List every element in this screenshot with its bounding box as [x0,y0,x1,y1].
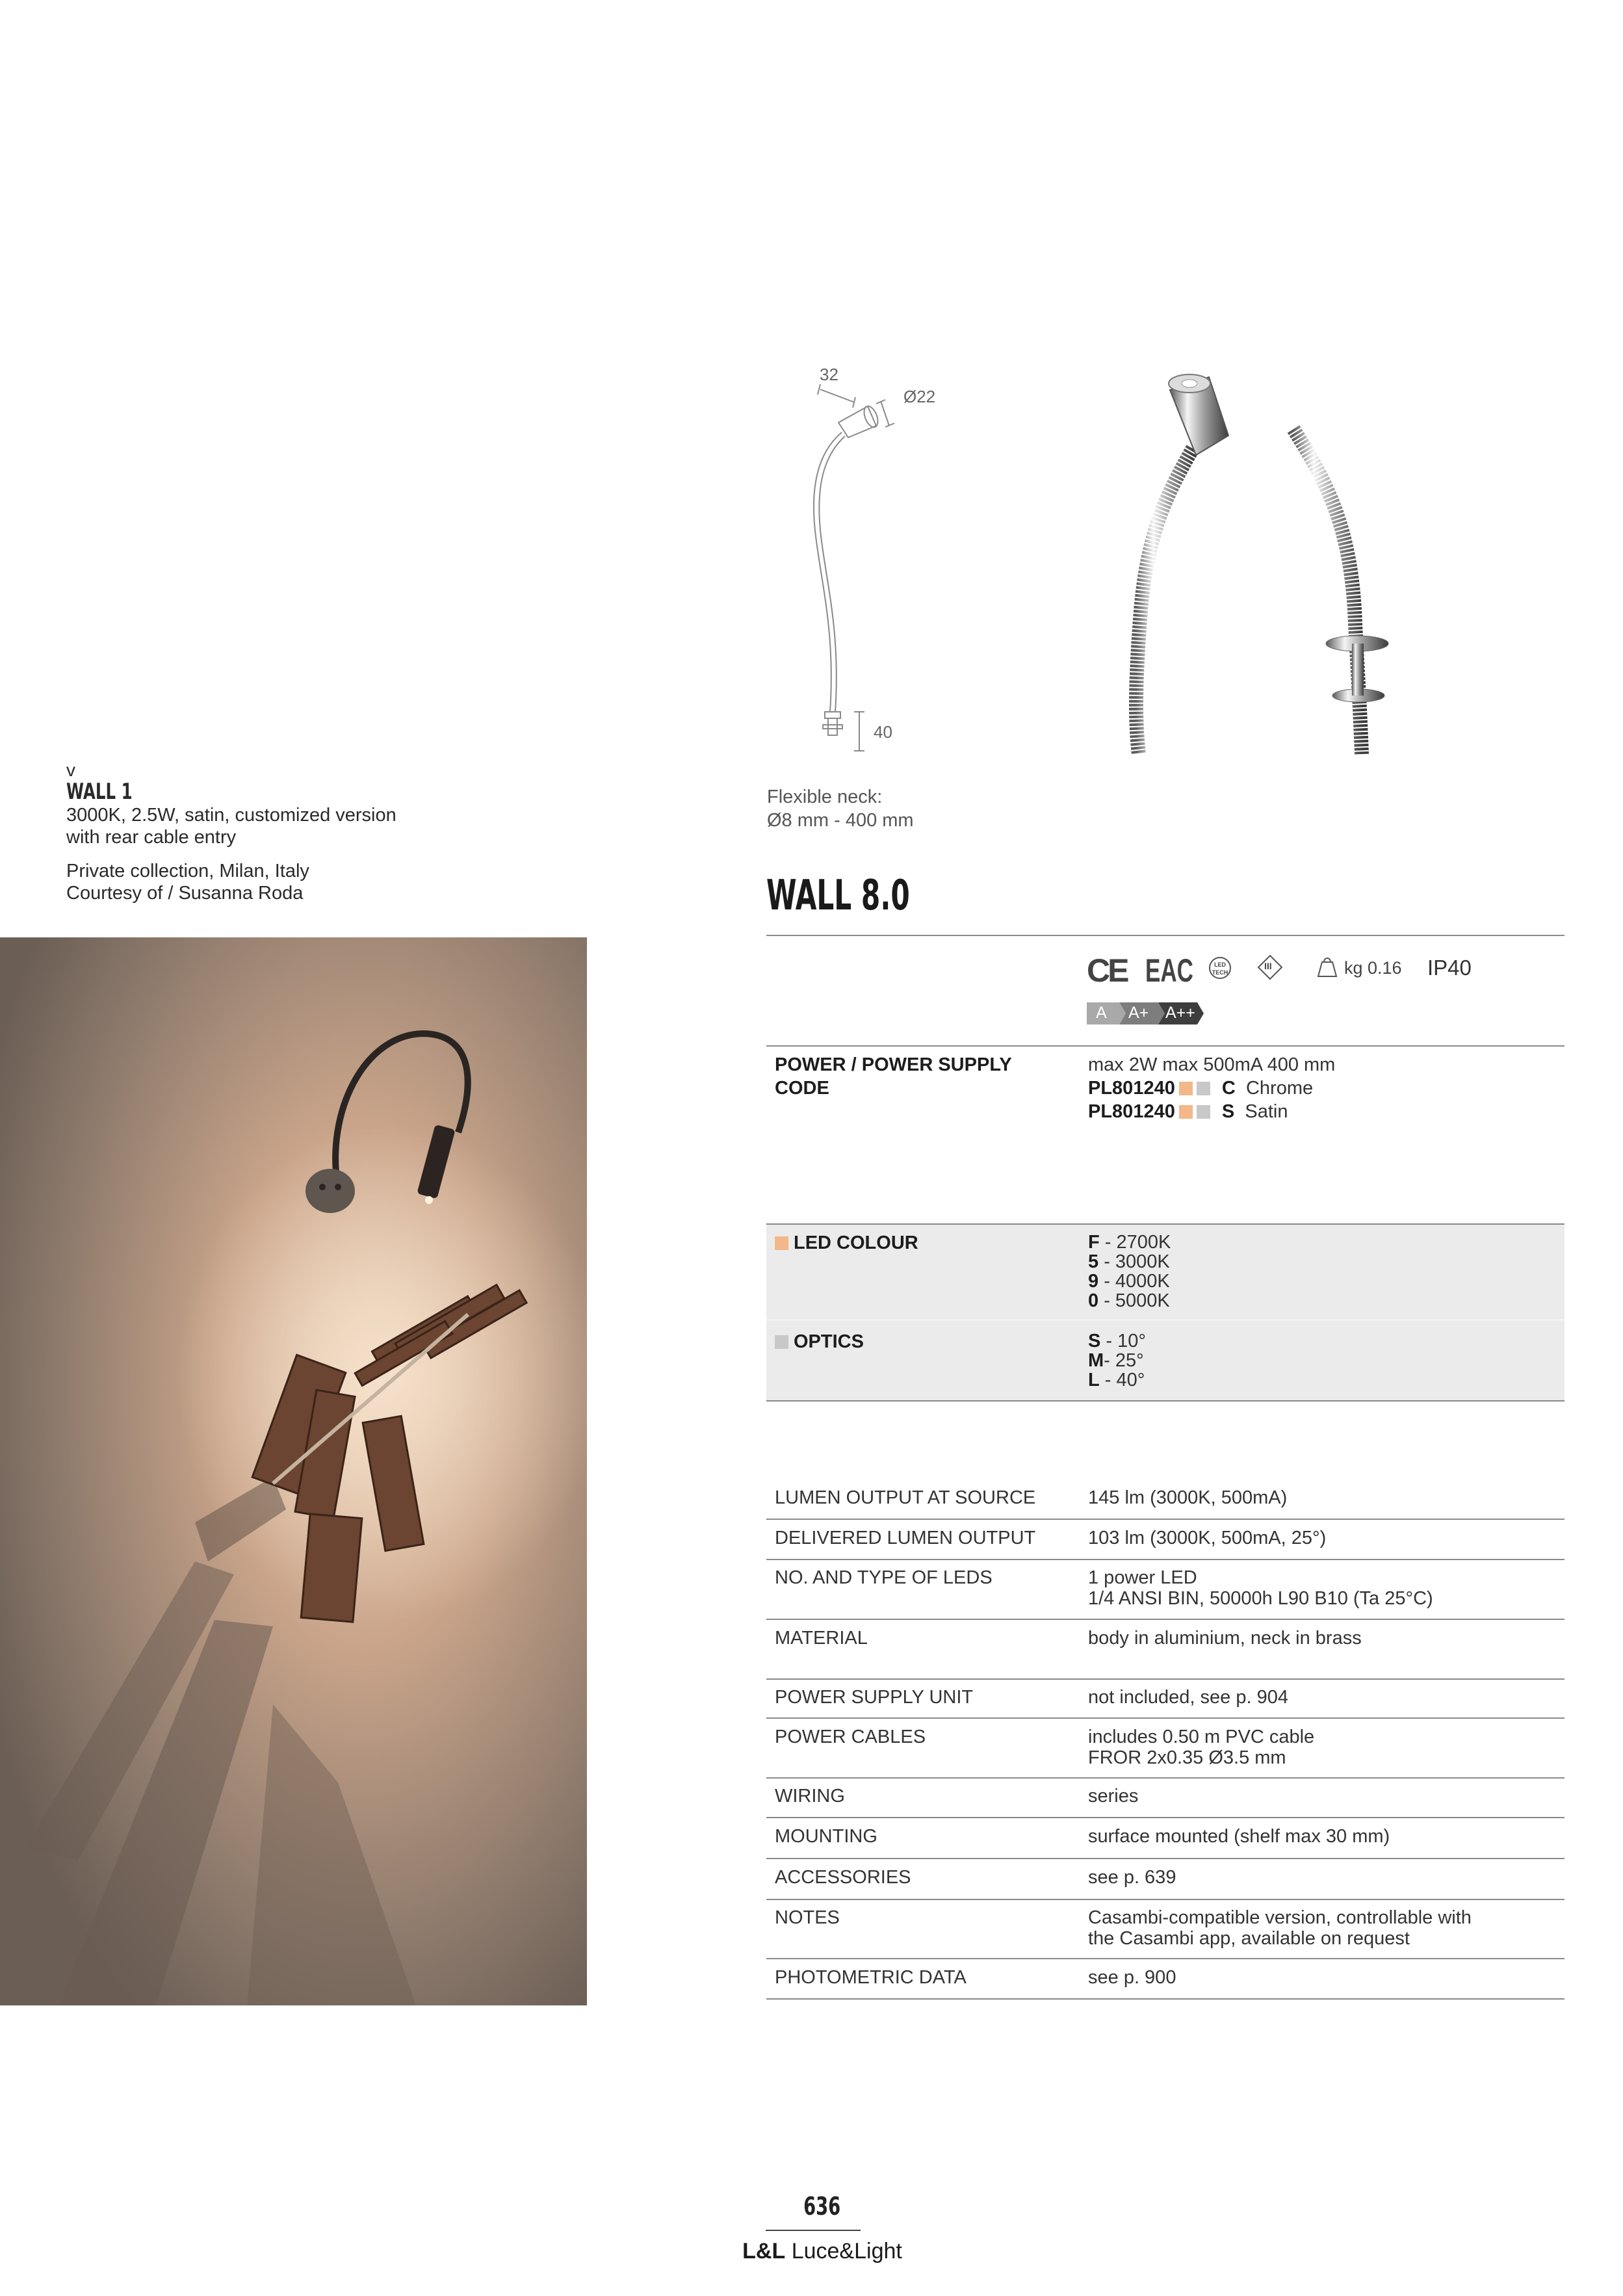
power-values [1088,1053,1335,1123]
optics-options [1088,1331,1146,1390]
energy-class-a-plus-plus: A++ [1165,1004,1195,1022]
led-colour-swatch [1179,1105,1193,1119]
spec-label: LUMEN OUTPUT AT SOURCE [775,1487,1036,1508]
optics-option: S - 10° [1088,1331,1146,1351]
spec-value: see p. 639 [1088,1867,1176,1888]
divider [766,1998,1565,2000]
spec-value: includes 0.50 m PVC cable FROR 2x0.35 Ø3.5 mm [1088,1727,1315,1768]
divider [766,935,1565,936]
dimension-head-diameter: Ø22 [903,387,936,406]
led-colour-option: 9 - 4000K [1088,1271,1170,1292]
spec-label: WIRING [775,1786,845,1807]
spec-label: MOUNTING [775,1826,877,1847]
caption-line: Private collection, Milan, Italy [66,861,309,881]
certification-row [1087,950,1565,989]
brand-logo: L&L Luce&Light [742,2239,902,2263]
divider [766,1777,1565,1779]
led-tech-icon: LED TECH [1209,957,1231,979]
led-colour-option: 5 - 3000K [1088,1251,1170,1272]
spec-label: PHOTOMETRIC DATA [775,1967,967,1988]
spec-label: MATERIAL [775,1628,868,1649]
led-colour-label: LED COLOUR [775,1231,918,1255]
class-iii-icon: III [1257,954,1283,980]
weight-value: kg 0.16 [1344,958,1402,978]
energy-class-a-plus: A+ [1128,1004,1149,1022]
spec-label: POWER CABLES [775,1727,926,1747]
weight-icon [1314,953,1340,979]
product-render [1105,364,1443,767]
neck-spec-line: Flexible neck: [767,787,883,807]
energy-class-a: A [1096,1004,1107,1022]
page-number: 636 [803,2192,841,2221]
spec-label: NO. AND TYPE OF LEDS [775,1567,993,1588]
dimension-head-length: 32 [820,365,838,384]
eac-mark-icon: EAC [1145,952,1193,989]
divider [766,1559,1565,1560]
spec-value: 1 power LED 1/4 ANSI BIN, 50000h L90 B10 (Ta 25°C) [1088,1567,1433,1609]
caption-title: WALL 1 [66,779,133,805]
divider [766,1817,1565,1818]
led-colour-swatch [1179,1082,1193,1095]
product-code-row: PL801240 C Chrome [1088,1078,1314,1099]
optics-swatch [775,1335,788,1349]
divider [766,1400,1565,1402]
optics-swatch [1197,1105,1210,1119]
power-spec: max 2W max 500mA 400 mm [1088,1054,1336,1075]
optics-option: L - 40° [1088,1370,1145,1390]
divider [766,1223,1565,1225]
ip-rating: IP40 [1427,956,1472,980]
ce-mark-icon: CE [1087,952,1127,989]
product-title: WALL 8.0 [766,872,910,920]
led-colour-option: F - 2700K [1088,1232,1171,1253]
divider [766,1899,1565,1900]
installation-photo [0,937,587,2005]
technical-drawing [747,361,1007,770]
optics-label: OPTICS [775,1330,864,1353]
spec-value: surface mounted (shelf max 30 mm) [1088,1826,1390,1847]
divider [766,1619,1565,1620]
spec-value: 103 lm (3000K, 500mA, 25°) [1088,1528,1327,1548]
power-label: POWER / POWER SUPPLY CODE [775,1054,1012,1099]
caption-marker: v [66,760,75,780]
neck-spec-line: Ø8 mm - 400 mm [767,810,914,831]
product-code-row: PL801240 S Satin [1088,1101,1288,1122]
spec-label: POWER SUPPLY UNIT [775,1687,974,1708]
spec-value: see p. 900 [1088,1967,1176,1988]
led-colour-swatch [775,1236,788,1250]
led-colour-options [1088,1233,1171,1311]
led-colour-option: 0 - 5000K [1088,1290,1170,1311]
spec-value: 145 lm (3000K, 500mA) [1088,1487,1288,1508]
divider [766,1958,1565,1959]
divider [766,1678,1565,1680]
footer-divider [766,2230,861,2231]
optics-swatch [1197,1082,1210,1095]
photo-caption [66,762,521,904]
optics-option: M- 25° [1088,1350,1144,1371]
spec-value: not included, see p. 904 [1088,1687,1288,1708]
neck-spec [767,785,914,832]
spec-value: body in aluminium, neck in brass [1088,1628,1362,1649]
caption-line: Courtesy of / Susanna Roda [66,883,304,904]
divider [766,1045,1565,1047]
spec-label: ACCESSORIES [775,1867,911,1888]
caption-line: with rear cable entry [66,827,237,848]
spec-label: NOTES [775,1907,840,1928]
dimension-base: 40 [874,722,892,742]
divider [766,1519,1565,1520]
divider [766,1858,1565,1859]
spec-value: Casambi-compatible version, controllable with the Casambi app, available on request [1088,1907,1472,1949]
spec-value: series [1088,1786,1139,1807]
spec-label: DELIVERED LUMEN OUTPUT [775,1528,1036,1548]
caption-line: 3000K, 2.5W, satin, customized version [66,805,396,826]
divider [766,1717,1565,1719]
